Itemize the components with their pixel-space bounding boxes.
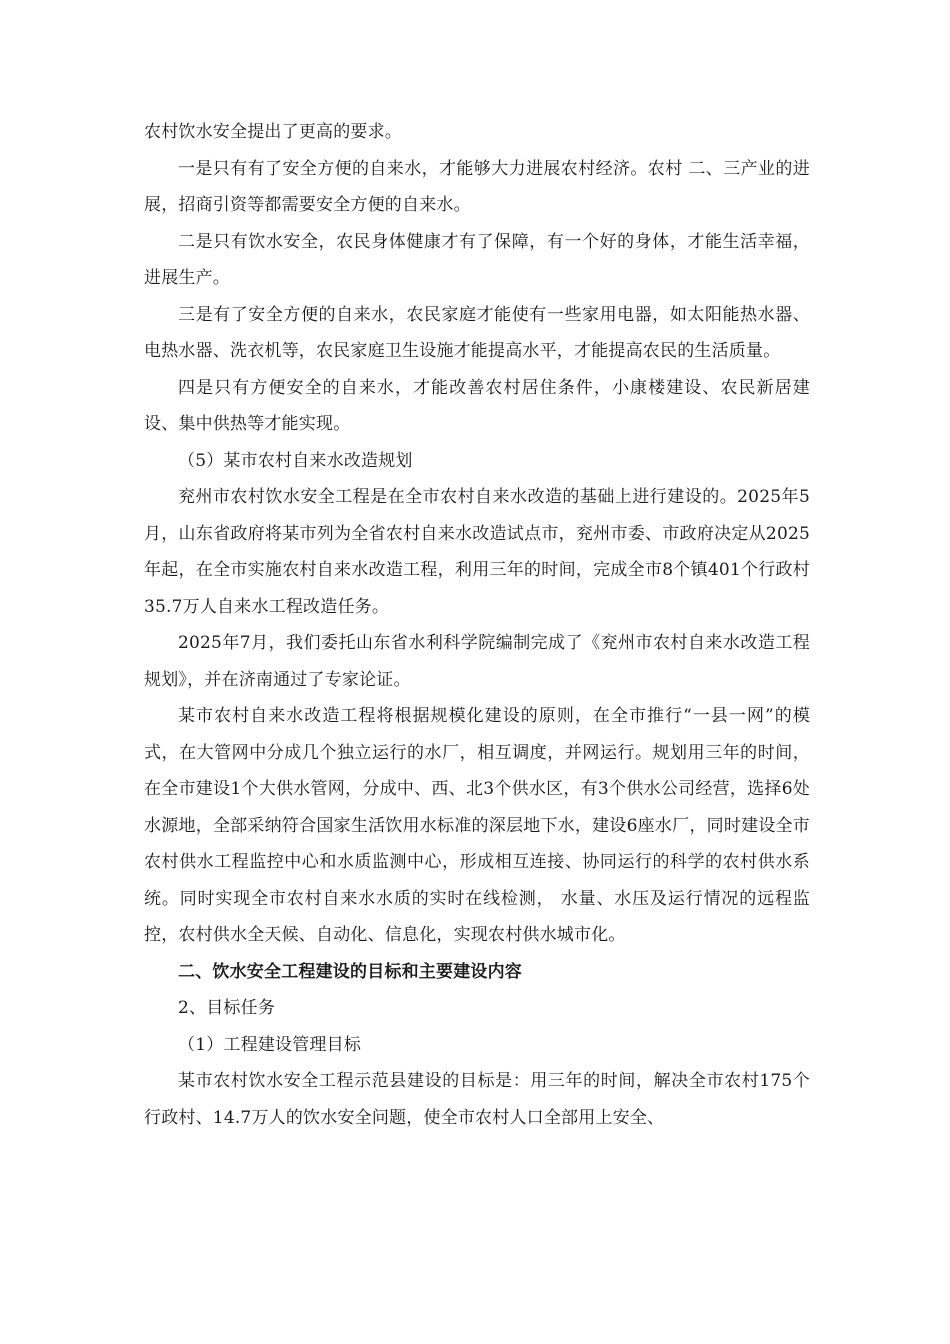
chapter-heading-two: 二、饮水安全工程建设的目标和主要建设内容	[178, 961, 522, 982]
paragraph-point-one: 一是只有有了安全方便的自来水，才能够大力进展农村经济。农村 二、三产业的进展，招商引资等都需要安全方便的自来水。	[144, 158, 810, 215]
paragraph-demo-county-goal: 某市农村饮水安全工程示范县建设的目标是：用三年的时间，解决全市农村175个行政村、14.7万人的饮水安全问题，使全市农村人口全部用上安全、	[144, 1071, 810, 1128]
paragraph-point-four: 四是只有方便安全的自来水，才能改善农村居住条件，小康楼建设、农民新居建设、集中供热等才能实现。	[144, 377, 810, 434]
subheading-management-goal: （1）工程建设管理目标	[178, 1034, 362, 1055]
document-body	[144, 114, 810, 1136]
paragraph-project-basis: 兖州市农村饮水安全工程是在全市农村自来水改造的基础上进行建设的。2025年5月，山东省政府将某市列为全省农村自来水改造试点市，兖州市委、市政府决定从2025年起，在全市实施农村自来水改造工程，利用三年的时间，完成全市8个镇401个行政村35.7万人自来水工程改造任务。	[144, 487, 810, 617]
paragraph-planning-commission: 2025年7月，我们委托山东省水利科学院编制完成了《兖州市农村自来水改造工程规划》，并在济南通过了专家论证。	[144, 633, 810, 690]
paragraph-network-plan: 某市农村自来水改造工程将根据规模化建设的原则，在全市推行“一县一网”的模式，在大管网中分成几个独立运行的水厂，相互调度，并网运行。规划用三年的时间，在全市建设1个大供水管网，分成中、西、北3个供水区，有3个供水公司经营，选择6处水源地，全部采纳符合国家生活饮用水标准的深层地下水，建设6座水厂，同时建设全市农村供水工程监控中心和水质监测中心，形成相互连接、协同运行的科学的农村供水系统。同时实现全市农村自来水水质的实时在线检测， 水量、水压及运行情况的远程监控，农村供水全天候、自动化、信息化，实现农村供水城市化。	[144, 706, 810, 945]
paragraph-point-two: 二是只有饮水安全，农民身体健康才有了保障，有一个好的身体，才能生活幸福，进展生产。	[144, 231, 810, 288]
paragraph-continuation: 农村饮水安全提出了更高的要求。	[144, 122, 402, 142]
subheading-goals: 2、目标任务	[178, 998, 276, 1018]
section-heading-5: （5）某市农村自来水改造规划	[178, 450, 413, 471]
paragraph-point-three: 三是有了安全方便的自来水，农民家庭才能使有一些家用电器，如太阳能热水器、电热水器、洗衣机等，农民家庭卫生设施才能提高水平，才能提高农民的生活质量。	[144, 304, 810, 361]
